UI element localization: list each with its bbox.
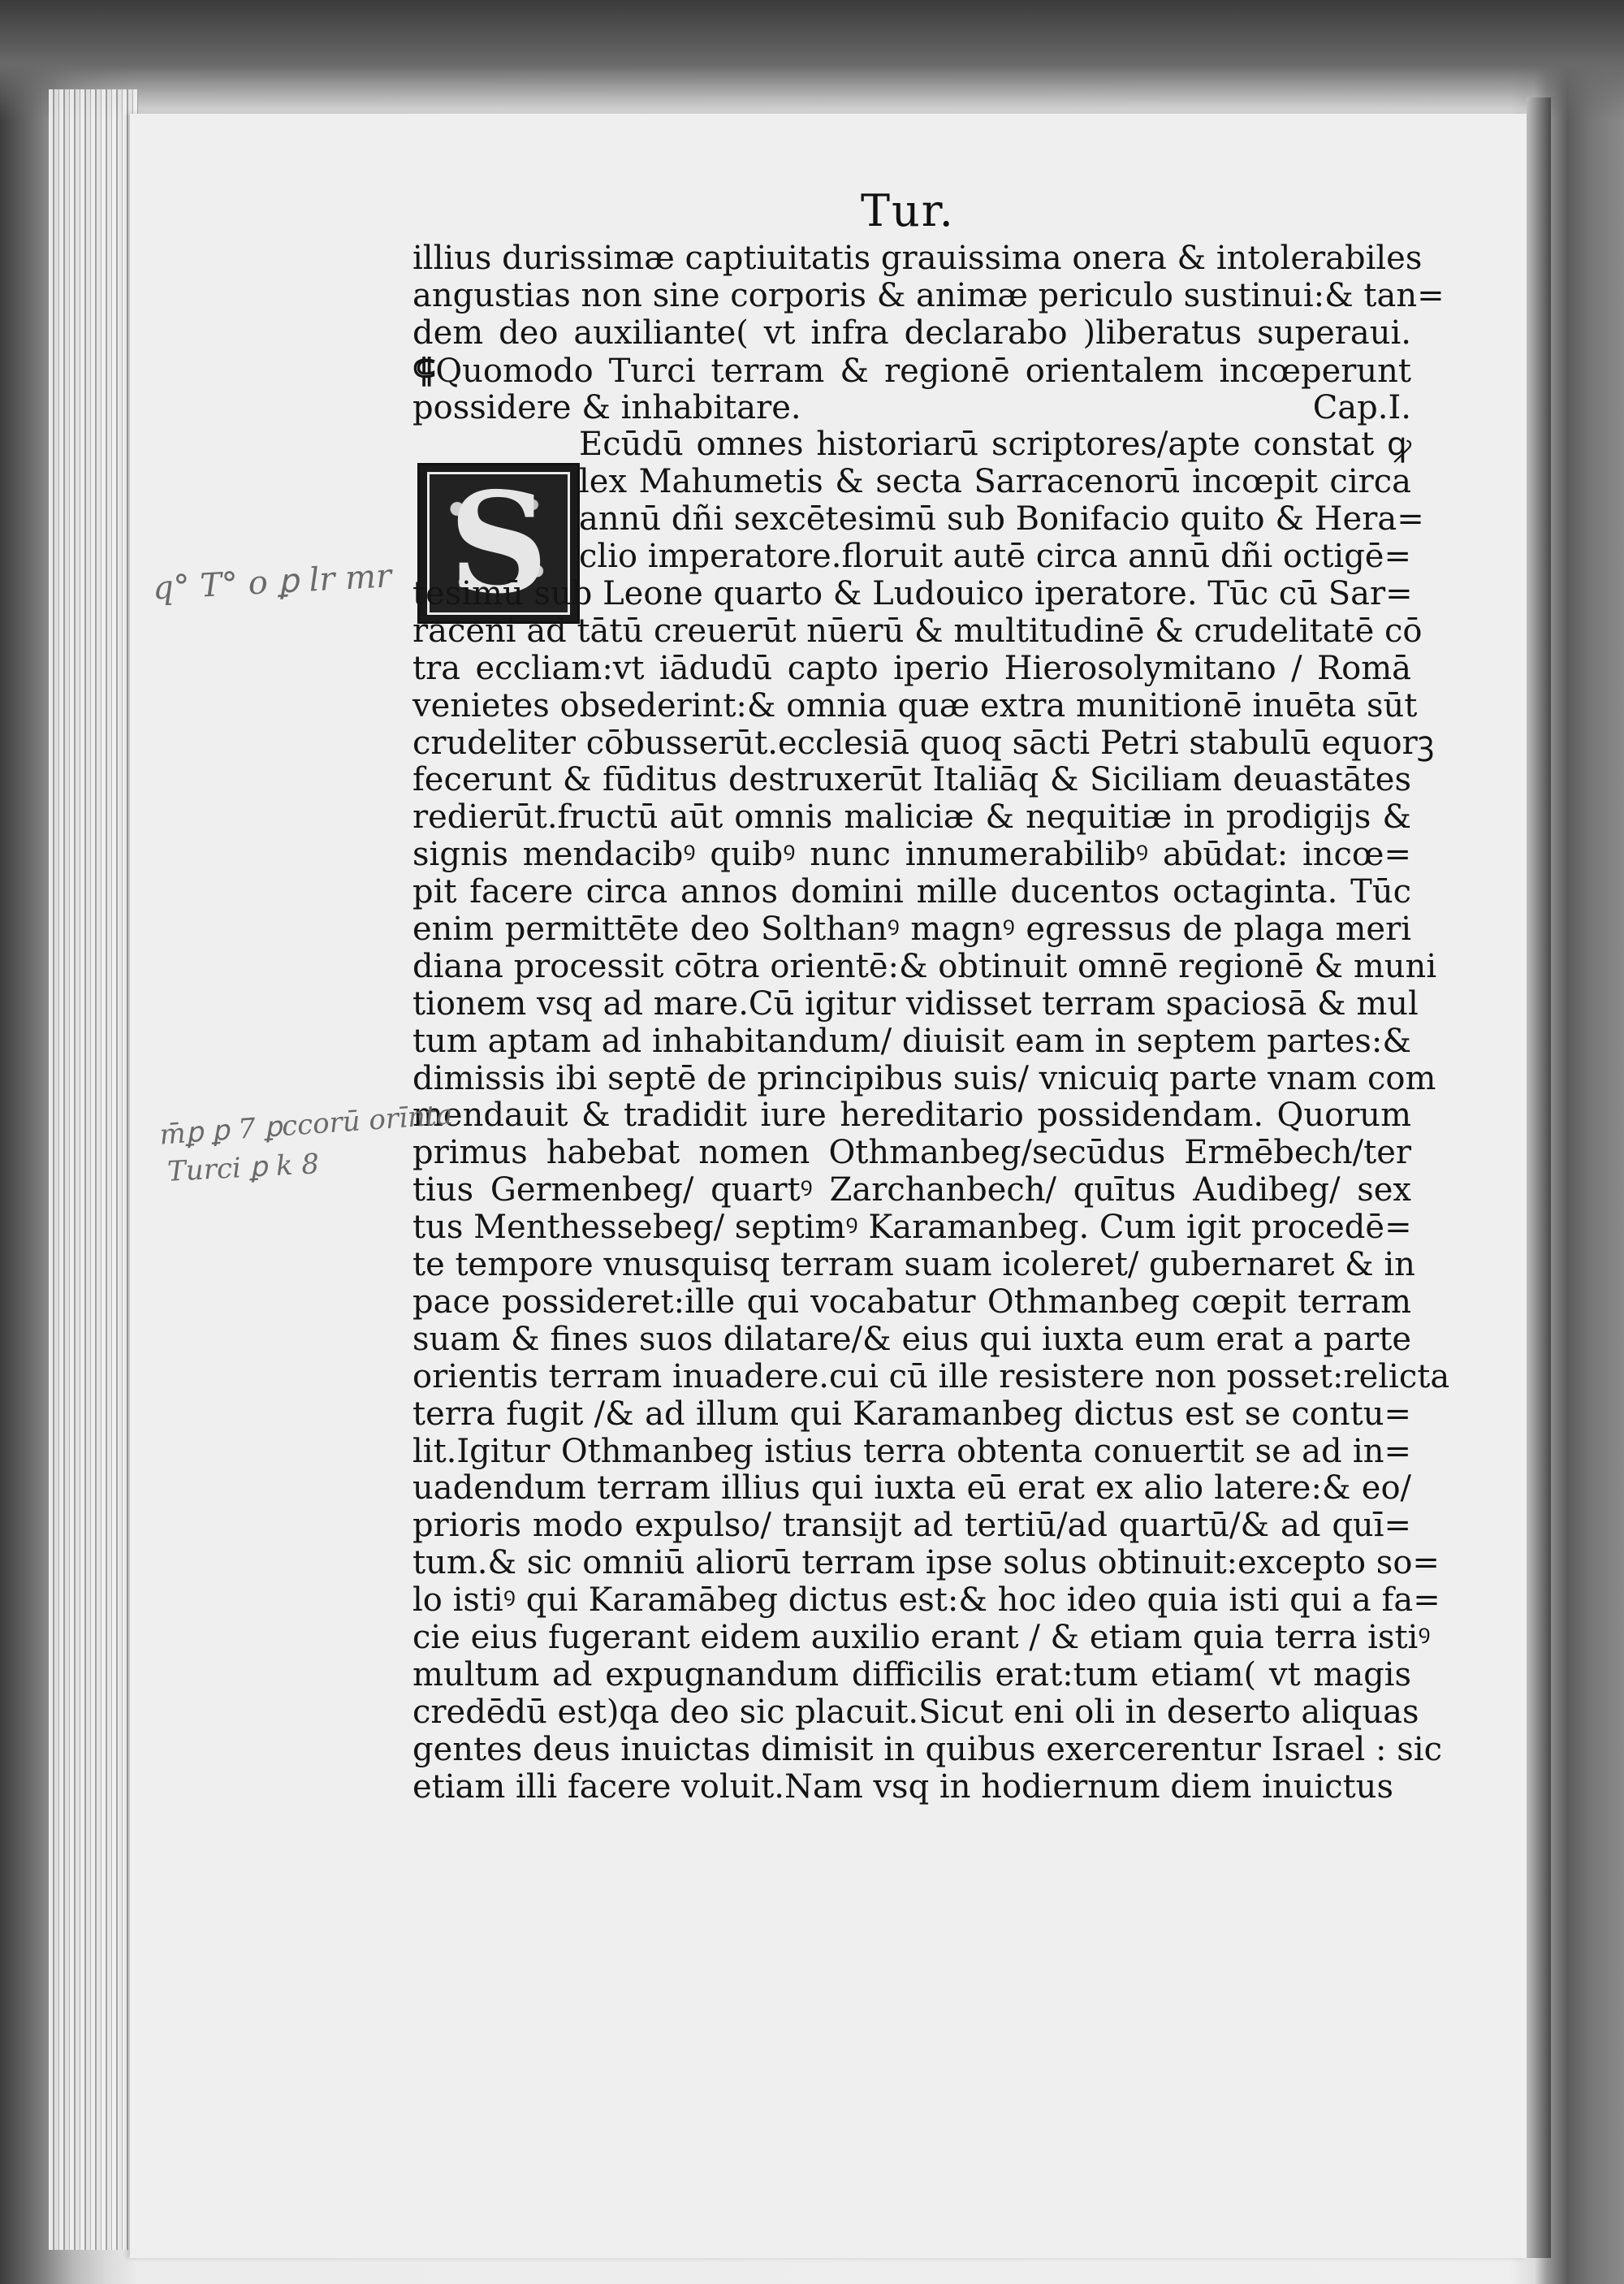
margin-annotation: q° T° o ꝑ lr mr (151, 557, 393, 608)
pilcrow-icon: ⸿ (412, 351, 436, 390)
text-line: multum ad expugnandum difficilis erat:tum etiam( vt magis (412, 1655, 1411, 1694)
text-line: pace possideret:ille qui vocabatur Othmanbeg cœpit terram (412, 1283, 1411, 1321)
page-edges (49, 89, 138, 2250)
text-line: lo istiꝰ qui Karamābeg dictus est:& hoc ideo quia isti qui a fa= (412, 1581, 1440, 1620)
text-line: illius durissimæ captiuitatis grauissima onera & intolerabiles (412, 240, 1423, 277)
text-line: pit facere circa annos domini mille ducentos octaginta. Tūc (412, 873, 1411, 911)
scan-top-shadow (0, 0, 1624, 122)
text-line: lit.Igitur Othmanbeg istius terra obtenta conuertit se ad in= (412, 1432, 1411, 1470)
chapter-heading-line-1 (412, 353, 1411, 390)
text-line: dimissis ibi septē de principibus suis/ vnicuiq parte vnam com (412, 1059, 1436, 1097)
text-line: tesimū sub Leone quarto & Ludouico iperatore. Tūc cū Sar= (412, 575, 1413, 613)
text-line: cie eius fugerant eidem auxilio erant / & etiam quia terra istiꝰ (412, 1618, 1431, 1656)
text-line: uadendum terram illius qui iuxta eū erat ex alio latere:& eo/ (412, 1469, 1411, 1508)
text-line: redierūt.fructū aūt omnis maliciæ & nequitiæ in prodigijs & (412, 798, 1411, 837)
text-line: dem deo auxiliante( vt infra declarabo )liberatus superaui. (412, 314, 1411, 352)
text-line: tum aptam ad inhabitandum/ diuisit eam in septem partes:& (412, 1022, 1411, 1060)
page-gutter (1527, 97, 1551, 2258)
chapter-heading-line-2 (412, 390, 1411, 427)
text-line: mendauit & tradidit iure hereditario possidendam. Quorum (412, 1097, 1411, 1135)
text-line: clio imperatore.floruit autē circa annū dñi octigē= (579, 538, 1411, 576)
chapter-label: Cap.I. (1312, 388, 1411, 426)
text-line: crudeliter cōbusserūt.ecclesiā quoq sācti Petri stabulū equorꝫ (412, 724, 1435, 762)
text-line: orientis terram inuadere.cui cū ille resistere non posset:relicta (412, 1357, 1450, 1395)
text-line: annū dñi sexcētesimū sub Bonifacio quito & Hera= (579, 500, 1424, 539)
text-line: primus habebat nomen Othmanbeg/secūdus Ermēbech/ter (412, 1134, 1411, 1172)
text-line: terra fugit /& ad illum qui Karamanbeg dictus est se contu= (412, 1395, 1411, 1433)
text-line: raceni ad tātū creuerūt nūerū & multitudinē & crudelitatē cō (412, 612, 1423, 650)
text-line: tionem vsq ad mare.Cū igitur vidisset terram spaciosā & mul (412, 984, 1419, 1023)
text-line: credēdū est)qa deo sic placuit.Sicut eni oli in deserto aliquas (412, 1693, 1419, 1731)
text-line: diana processit cōtra orientē:& obtinuit omnē regionē & muni (412, 947, 1437, 985)
margin-annotation: Turci ꝑ k 8 (166, 1148, 320, 1188)
text-line: signis mendacibꝰ quibꝰ nunc innumerabilibꝰ abūdat: incœ= (412, 836, 1411, 874)
text-line: tum.& sic omniū aliorū terram ipse solus obtinuit:excepto so= (412, 1544, 1440, 1582)
text-line: suam & fines suos dilatare/& eius qui iuxta eum erat a parte (412, 1320, 1411, 1358)
margin-annotation: m̄ꝑ ꝑ 7 ꝑccorū orīnta (158, 1098, 454, 1152)
text-line: venietes obsederint:& omnia quæ extra munitionē inuēta sūt (412, 686, 1418, 725)
chapter-heading-text: Quomodo Turci terram & regionē orientalem incœperunt (435, 352, 1411, 390)
text-line: gentes deus inuictas dimisit in quibus exercerentur Israel : sic (412, 1730, 1442, 1768)
text-line: tius Germenbeg/ quartꝰ Zarchanbech/ quītus Audibeg/ sex (412, 1171, 1411, 1209)
text-block (412, 240, 1450, 1806)
running-head: Tur. (861, 185, 955, 236)
text-line: prioris modo expulso/ transijt ad tertiū/ad quartū/& ad quī= (412, 1507, 1411, 1545)
text-line: tra eccliam:vt iādudū capto iperio Hierosolymitano / Romā (412, 649, 1411, 687)
text-line: te tempore vnusquisq terram suam icoleret/ gubernaret & in (412, 1246, 1415, 1284)
text-line: fecerunt & fūditus destruxerūt Italiāq & Siciliam deuastātes (412, 761, 1411, 799)
text-line: Ecūdū omnes historiarū scriptores/apte constat ꝙ (579, 426, 1411, 464)
text-line: angustias non sine corporis & animæ periculo sustinui:& tan= (412, 276, 1445, 314)
text-line: lex Mahumetis & secta Sarracenorū incœpit circa (579, 463, 1411, 501)
chapter-heading-text: possidere & inhabitare. (412, 388, 801, 426)
text-line: enim permittēte deo Solthanꝰ magnꝰ egressus de plaga meri (412, 911, 1411, 949)
text-line: tus Menthessebeg/ septimꝰ Karamanbeg. Cum igit procedē= (412, 1209, 1412, 1247)
initial-letter: S (448, 462, 549, 625)
text-line: etiam illi facere voluit.Nam vsq in hodiernum diem inuictus (412, 1767, 1393, 1806)
